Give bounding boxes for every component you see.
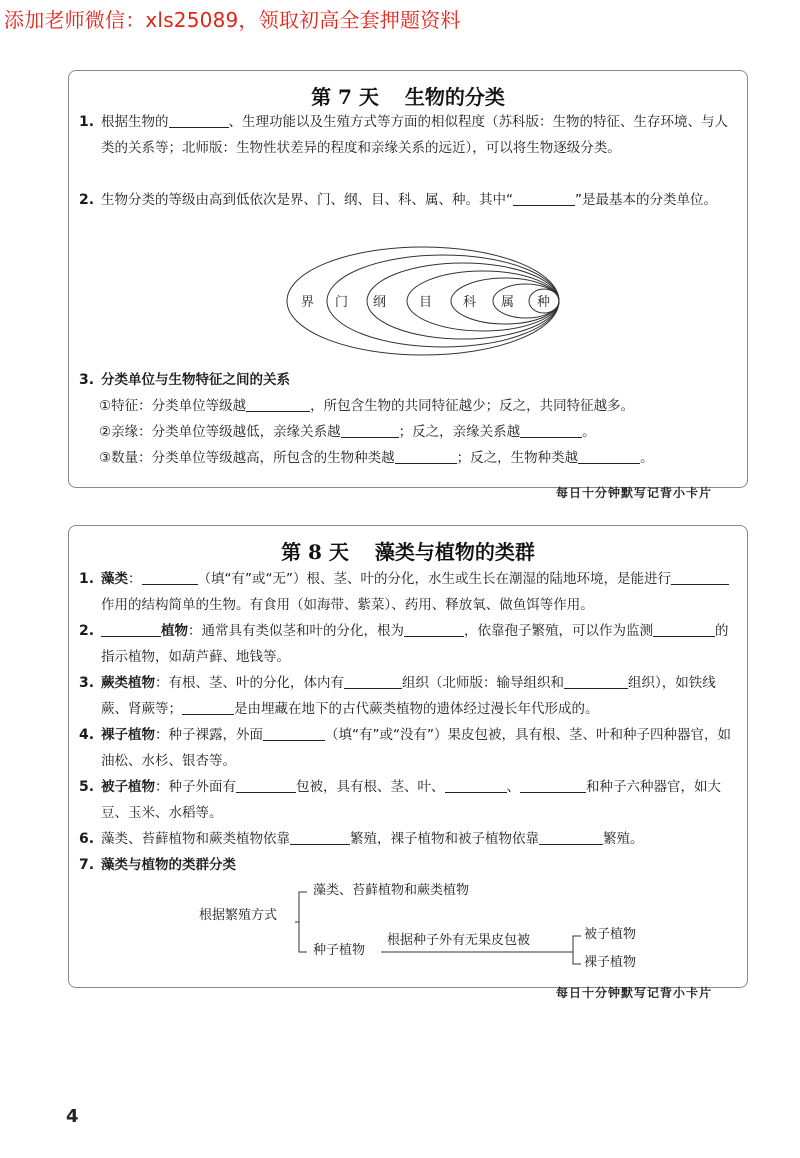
tree-root: 根据繁殖方式 (199, 908, 278, 923)
fill-blank[interactable] (564, 672, 628, 689)
card-day-7 (68, 70, 748, 488)
fill-blank[interactable] (520, 776, 586, 793)
question-number: 1. (79, 571, 95, 587)
promo-banner: 添加老师微信：xls25089，领取初高全套押题资料 (4, 8, 461, 32)
text-segment: ：种子外面有 (155, 779, 236, 795)
text-segment: 包被，具有根、茎、叶、 (296, 779, 445, 795)
question-1 (79, 566, 739, 618)
fill-blank[interactable] (671, 568, 729, 585)
text-segment: 作用的结构简单的生物。有食用（如海带、紫菜）、药用、释放氧、做鱼饵等作用。 (101, 597, 594, 613)
term-label: 被子植物 (101, 779, 155, 795)
ellipse-men (327, 255, 559, 347)
card-title (69, 81, 747, 110)
sub-item-feature (99, 393, 634, 419)
title-day: 第 8 天 (281, 540, 349, 564)
classification-ellipse-diagram (283, 243, 563, 363)
card-day-8 (68, 525, 748, 988)
text-segment: ：通常具有类似茎和叶的分化，根为 (188, 623, 404, 639)
fill-blank[interactable] (395, 447, 457, 464)
tree-leaf-bottom: 裸子植物 (584, 955, 637, 970)
text-segment: 根据生物的 (101, 114, 169, 130)
question-2 (79, 618, 739, 670)
label-shu: 属 (501, 295, 515, 310)
fill-blank[interactable] (263, 724, 325, 741)
title-topic: 生物的分类 (404, 85, 505, 109)
label-gang: 纲 (373, 295, 387, 310)
fill-blank[interactable] (539, 828, 603, 845)
term-label: 藻类 (101, 571, 128, 587)
question-text (101, 566, 739, 618)
label-zhong: 种 (537, 295, 551, 310)
question-number: 1. (79, 114, 95, 130)
text-segment: （填“有”或“无”）根、茎、叶的分化，水生或生长在潮湿的陆地环境，是能进行 (197, 571, 671, 587)
question-4 (79, 722, 739, 774)
fill-blank[interactable] (182, 698, 234, 715)
text-segment: 和种子六种器官，如大豆、玉米、水稻等。 (101, 779, 721, 821)
fill-blank[interactable] (169, 111, 229, 128)
question-3 (79, 670, 739, 722)
text-segment: ： (128, 571, 142, 587)
question-text (101, 826, 739, 852)
question-number: 2. (79, 192, 95, 208)
label-men: 门 (335, 295, 349, 310)
text-segment: 繁殖，裸子植物和被子植物依靠 (350, 831, 539, 847)
card-title (69, 536, 747, 565)
text-segment: （填“有”或“没有”）果皮包被，具有根、茎、叶和种子四种器官，如油松、水杉、银杏等。 (101, 727, 731, 769)
question-number: 2. (79, 623, 95, 639)
text-segment: 的指示植物，如葫芦藓、地钱等。 (101, 623, 729, 665)
text-segment: ②亲缘：分类单位等级越低，亲缘关系越 (99, 424, 341, 440)
fill-blank[interactable] (404, 620, 464, 637)
bracket-main (299, 892, 307, 952)
page-number: 4 (66, 1106, 79, 1127)
question-number: 5. (79, 779, 95, 795)
question-number: 7. (79, 857, 95, 873)
text-segment: 生物分类的等级由高到低依次是界、门、纲、目、科、属、种。其中“ (101, 192, 513, 208)
title-topic: 藻类与植物的类群 (374, 540, 535, 564)
text-segment: 藻类、苔藓植物和蕨类植物依靠 (101, 831, 290, 847)
question-2 (79, 187, 739, 239)
text-segment: ：有根、茎、叶的分化，体内有 (155, 675, 344, 691)
bracket-seed (573, 936, 581, 964)
fill-blank[interactable] (290, 828, 350, 845)
text-segment: ；反之，生物种类越 (456, 450, 579, 466)
text-segment: 繁殖。 (603, 831, 644, 847)
question-1 (79, 109, 739, 187)
card-footer: 每日十分钟默写记背小卡片 (556, 486, 713, 500)
text-segment: 是由埋藏在地下的古代蕨类植物的遗体经过漫长年代形成的。 (234, 701, 599, 717)
label-mu: 目 (419, 295, 433, 310)
text-segment: 。 (582, 424, 596, 440)
fill-blank[interactable] (101, 620, 161, 637)
fill-blank[interactable] (513, 189, 575, 206)
question-text (101, 670, 739, 722)
fill-blank[interactable] (653, 620, 715, 637)
label-ke: 科 (463, 295, 477, 310)
text-segment: ，依靠孢子繁殖，可以作为监测 (464, 623, 653, 639)
text-segment: 、 (506, 779, 520, 795)
fill-blank[interactable] (344, 672, 402, 689)
question-5 (79, 774, 739, 826)
text-segment: 。 (640, 450, 654, 466)
title-day: 第 7 天 (311, 85, 379, 109)
fill-blank[interactable] (142, 568, 198, 585)
fill-blank[interactable] (578, 447, 640, 464)
text-segment: ③数量：分类单位等级越高，所包含的生物种类越 (99, 450, 395, 466)
text-segment: ，所包含生物的共同特征越少；反之，共同特征越多。 (310, 398, 635, 414)
question-3 (79, 367, 739, 393)
tree-branch-bottom: 种子植物 (313, 943, 366, 958)
question-number: 3. (79, 372, 95, 388)
term-label: 蕨类植物 (101, 675, 155, 691)
text-segment: ：种子裸露，外面 (155, 727, 263, 743)
fill-blank[interactable] (520, 421, 582, 438)
text-segment: 组织），如铁线蕨、肾蕨等； (101, 675, 716, 717)
term-label: 植物 (161, 623, 188, 639)
question-text (101, 774, 739, 826)
question-heading: 分类单位与生物特征之间的关系 (101, 372, 290, 388)
label-jie: 界 (301, 295, 315, 310)
card-footer: 每日十分钟默写记背小卡片 (556, 986, 713, 1000)
text-segment: ；反之，亲缘关系越 (398, 424, 521, 440)
tree-criterion: 根据种子外有无果皮包被 (387, 933, 531, 948)
text-segment: 组织（北师版：输导组织和 (402, 675, 564, 691)
tree-branch-top: 藻类、苔藓植物和蕨类植物 (313, 883, 470, 898)
text-segment: ①特征：分类单位等级越 (99, 398, 247, 414)
question-7 (79, 852, 739, 878)
question-number: 6. (79, 831, 95, 847)
question-6 (79, 826, 739, 852)
sub-item-quantity (99, 445, 654, 471)
fill-blank[interactable] (445, 776, 507, 793)
question-number: 4. (79, 727, 95, 743)
question-heading: 藻类与植物的类群分类 (101, 857, 236, 873)
question-text (101, 618, 739, 670)
question-text (101, 722, 739, 774)
question-text (101, 187, 739, 213)
fill-blank[interactable] (246, 395, 310, 412)
question-number: 3. (79, 675, 95, 691)
sub-item-kinship (99, 419, 596, 445)
fill-blank[interactable] (236, 776, 296, 793)
text-segment: ”是最基本的分类单位。 (575, 192, 717, 208)
term-label: 裸子植物 (101, 727, 155, 743)
question-text (101, 109, 739, 161)
text-segment: 、生理功能以及生殖方式等方面的相似程度（苏科版：生物的特征、生存环境、与人类的关系等；北师版：生物性状差异的程度和亲缘关系的远近），可以将生物逐级分类。 (101, 114, 728, 156)
tree-leaf-top: 被子植物 (584, 927, 637, 942)
fill-blank[interactable] (341, 421, 399, 438)
